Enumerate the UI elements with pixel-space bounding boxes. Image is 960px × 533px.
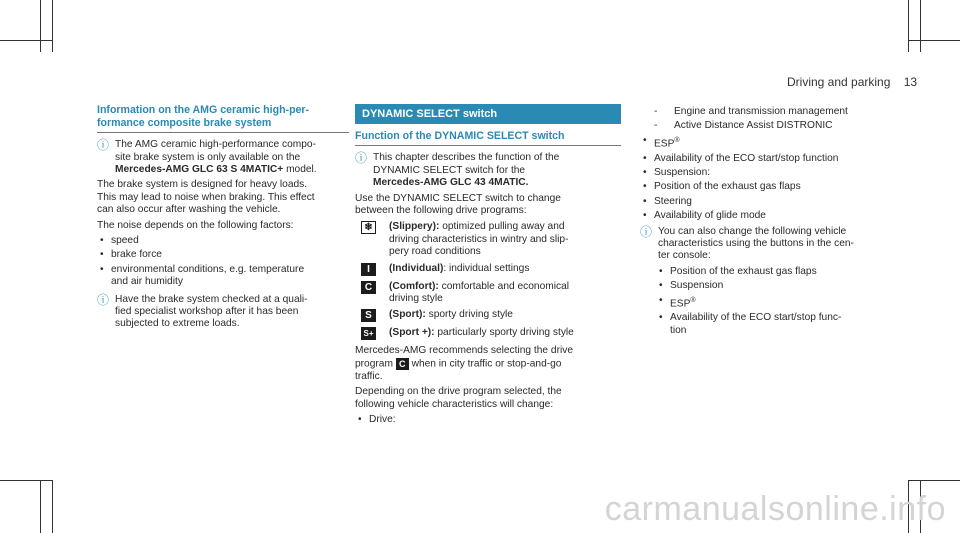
page-number: 13: [903, 75, 918, 89]
comfort-mode-icon: C: [361, 281, 376, 294]
header-title: Driving and parking: [787, 75, 891, 89]
info-icon: ⓘ: [97, 292, 110, 307]
paragraph: The noise depends on the following factors:: [97, 219, 294, 231]
list-item: • speed: [97, 235, 349, 247]
list-item: • Suspension:: [640, 167, 890, 179]
snowflake-icon: ❄: [361, 221, 376, 234]
crop-mark: [52, 480, 53, 533]
info-icon: ⓘ: [640, 224, 653, 239]
crop-mark: [0, 480, 52, 481]
individual-mode-icon: I: [361, 263, 376, 276]
watermark: carmanualsonline.info: [604, 490, 946, 528]
list-item: • Availability of the ECO start/stop func- tion: [640, 312, 890, 337]
list-item: • ESP®: [640, 295, 890, 311]
divider: [97, 132, 349, 133]
column-dynamic-select: [355, 104, 621, 429]
comfort-mode-icon: C: [396, 358, 409, 370]
crop-mark: [908, 40, 960, 41]
list-item: • Position of the exhaust gas flaps: [640, 181, 890, 193]
running-header: [787, 75, 917, 89]
subsection-title: Function of the DYNAMIC SELECT switch: [355, 130, 565, 142]
crop-mark: [0, 40, 52, 41]
divider: [355, 145, 621, 146]
crop-mark: [52, 0, 53, 52]
section-title: Information on the AMG ceramic high-per- formance composite brake system: [97, 104, 310, 129]
column-characteristics: [640, 104, 890, 339]
drive-program-sport-plus: S+ (Sport +): particularly sporty driving style: [355, 327, 621, 341]
info-note: ⓘ The AMG ceramic high-performance compo- site brake system is only available on the Mercedes-AMG GLC 63 S 4MATIC+ model.: [97, 138, 317, 175]
drive-program-comfort: C (Comfort): comfortable and economical driving style: [355, 281, 621, 306]
info-note: ⓘ Have the brake system checked at a quali- fied specialist workshop after it has been subjected to extreme loads.: [97, 292, 308, 330]
list-item: • ESP®: [640, 135, 890, 151]
drive-program-slippery: ❄ (Slippery): optimized pulling away and driving characteristics in wintry and slip- pery road conditions: [355, 221, 621, 258]
paragraph: Depending on the drive program selected, the following vehicle characteristics will change:: [355, 386, 562, 410]
list-item: • Availability of glide mode: [640, 210, 890, 222]
paragraph: Use the DYNAMIC SELECT switch to change between the following drive programs:: [355, 192, 561, 217]
sub-list-item: - Engine and transmission management: [640, 106, 890, 118]
drive-program-sport: S (Sport): sporty driving style: [355, 309, 621, 323]
list-item: • Steering: [640, 196, 890, 208]
sub-list-item: - Active Distance Assist DISTRONIC: [640, 120, 890, 132]
list-item: • Drive:: [355, 414, 621, 426]
drive-program-individual: I (Individual): individual settings: [355, 263, 621, 277]
crop-mark: [40, 0, 41, 52]
section-banner: DYNAMIC SELECT switch: [355, 104, 621, 124]
list-item: • Position of the exhaust gas flaps: [640, 266, 890, 278]
list-item: • Availability of the ECO start/stop function: [640, 153, 890, 165]
recommendation-paragraph: Mercedes-AMG recommends selecting the drive program C when in city traffic or stop-and-go traffic.: [355, 345, 573, 382]
list-item: • brake force: [97, 249, 349, 261]
info-note: ⓘ This chapter describes the function of the DYNAMIC SELECT switch for the Mercedes-AMG GLC 43 4MATIC.: [355, 151, 560, 189]
crop-mark: [908, 480, 960, 481]
sport-plus-mode-icon: S+: [361, 327, 376, 340]
crop-mark: [40, 480, 41, 533]
list-item: • Suspension: [640, 280, 890, 292]
column-brake-info: [97, 104, 349, 334]
crop-mark: [908, 0, 909, 52]
list-item: • environmental conditions, e.g. temperature and air humidity: [97, 264, 349, 289]
info-icon: ⓘ: [355, 151, 368, 166]
paragraph: The brake system is designed for heavy loads. This may lead to noise when braking. This effect can also occur after washing the vehicle.: [97, 179, 315, 216]
sport-mode-icon: S: [361, 309, 376, 322]
crop-mark: [920, 0, 921, 52]
info-note: ⓘ You can also change the following vehicle characteristics using the buttons in the cen- ter console:: [640, 224, 854, 262]
info-icon: ⓘ: [97, 138, 110, 153]
